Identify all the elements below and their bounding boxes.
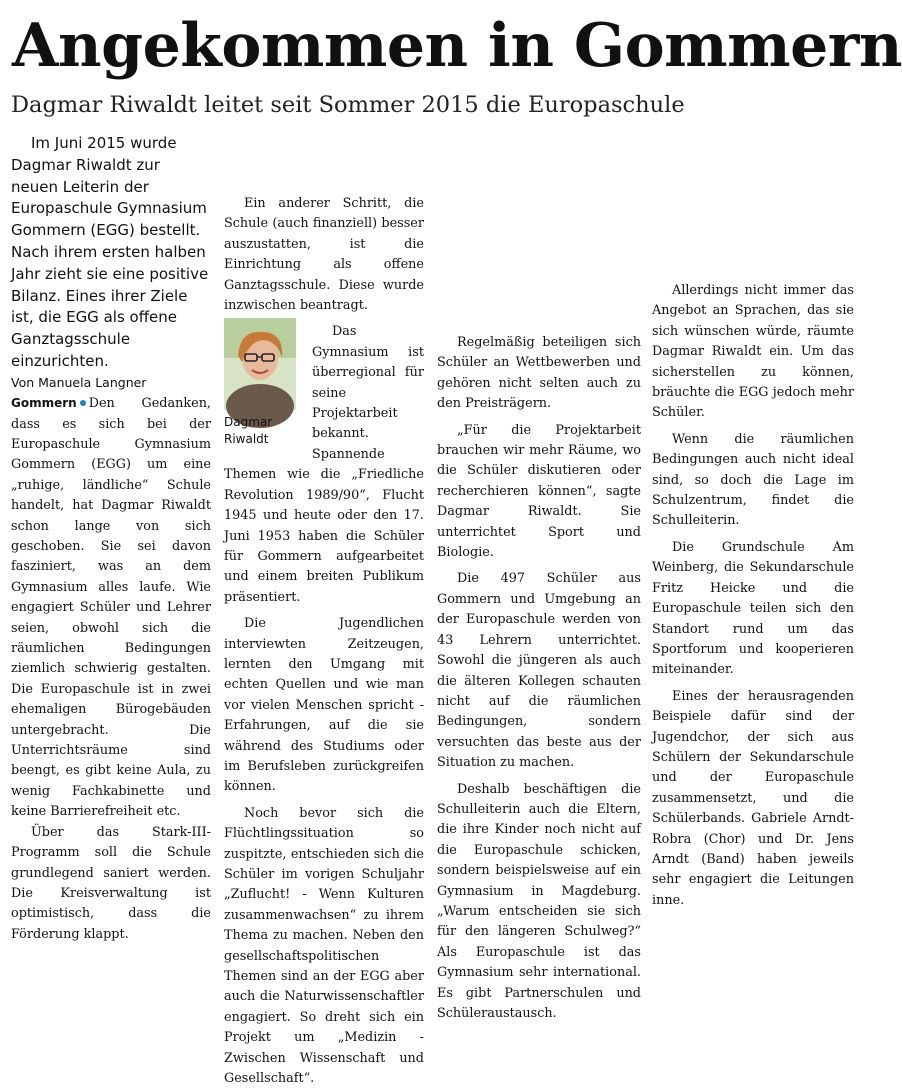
column-1	[11, 133, 211, 942]
body-paragraph: Gommern Den Gedanken, dass es sich bei der Europaschule Gymnasium Gommern (EGG) um eine „ruhige, ländliche“ Schule handelt, hat Dagmar Riwaldt schon lange von sich geschoben. Sie sei davon fasziniert, was an dem Gymnasium alles laufe. Wie engagiert Schüler und Lehrer seien, obwohl sich die räumlichen Bedingungen ziemlich schwierig gestalten. Die Europaschule ist in zwei ehemaligen Bürogebäuden untergebracht. Die Unterrichtsräume sind beengt, es gibt keine Aula, zu wenig Fachkabinette und keine Barrierefreiheit etc.	[11, 396, 211, 820]
headline: Angekommen in Gommern	[12, 11, 902, 81]
body-paragraph: Über das Stark-III-Programm soll die Schule grundlegend saniert werden. Die Kreisverwaltung ist optimistisch, dass die Förderung klappt.	[11, 824, 211, 942]
intro-paragraph: Im Juni 2015 wurde Dagmar Riwaldt zur neuen Leiterin der Europaschule Gymnasium Gommern (EGG) bestellt. Nach ihrem ersten halben Jahr zieht sie eine positive Bilanz. Eines ihrer Ziele ist, die EGG als offene Ganztagsschule einzurichten.	[11, 134, 209, 370]
body-paragraph: Die Grundschule Am Weinberg, die Sekundarschule Fritz Heicke und die Europaschule teilen sich den Standort rund um das Sportforum und kooperieren miteinander.	[652, 539, 854, 678]
dateline: Gommern	[11, 396, 77, 411]
body-paragraph: Allerdings nicht immer das Angebot an Sprachen, das sie sich wünschen würde, räumte Dagmar Riwaldt ein. Um das sicherstellen zu können, bräuchte die EGG jedoch mehr Schüler.	[652, 283, 854, 421]
body-paragraph: Die Jugendlichen interviewten Zeitzeugen, lernten den Umgang mit echten Quellen und wie man vor vielen Menschen spricht - Erfahrungen, auf die sie während des Studiums oder im Berufsleben zurückgreifen können.	[224, 616, 424, 795]
body-paragraph: Eines der herausragenden Beispiele dafür sind der Jugendchor, der sich aus Schülern der Sekundarschule und der Europaschule zusammensetzt, und die Schülerbands. Gabriele Arndt-Robra (Chor) und Dr. Jens Arndt (Band) haben jeweils sehr engagiert die Leitungen inne.	[652, 688, 854, 908]
body-paragraph: Noch bevor sich die Flüchtlingssituation so zuspitzte, entschieden sich die Schüler im vorigen Schuljahr „Zuflucht! - Wenn Kulturen zusammenwachsen“ zu ihrem Thema zu machen. Neben den gesellschaftspolitischen Themen sind an der EGG aber auch die Naturwissenschaftler engagiert. So dreht sich ein Projekt um „Medizin - Zwischen Wissenschaft und Gesellschaft“.	[224, 805, 424, 1087]
dateline-bullet-icon	[80, 400, 86, 406]
column-2	[224, 133, 424, 1087]
body-paragraph: Wenn die räumlichen Bedingungen auch nicht ideal sind, so doch die Lage im Schulzentrum, findet die Schulleiterin.	[652, 431, 854, 529]
column-3	[437, 133, 641, 1021]
portrait-photo	[224, 318, 296, 410]
subheadline: Dagmar Riwaldt leitet seit Sommer 2015 die Europaschule	[11, 92, 685, 118]
body-paragraph: „Für die Projektarbeit brauchen wir mehr Räume, wo die Schüler diskutieren oder recherchieren können“, sagte Dagmar Riwaldt. Sie unterrichtet Sport und Biologie.	[437, 422, 641, 561]
column-4	[652, 133, 854, 908]
body-paragraph: Das Gymnasium ist überregional für seine Projektarbeit bekannt. Spannende Themen wie die „Friedliche Revolution 1989/90“, Flucht 1945 und heute oder den 17. Juni 1953 haben die Schüler für Gommern aufgearbeitet und einem breiten Publikum präsentiert.	[224, 324, 424, 605]
body-paragraph: Die 497 Schüler aus Gommern und Umgebung an der Europaschule werden von 43 Lehrern unterrichtet. Sowohl die jüngeren als auch die älteren Kollegen schauten nicht auf die räumlichen Bedingungen, sondern versuchten das beste aus der Situation zu machen.	[437, 571, 641, 771]
photo-caption: Dagmar Riwaldt	[224, 415, 273, 447]
body-paragraph: Ein anderer Schritt, die Schule (auch finanziell) besser auszustatten, ist die Einrichtung als offene Ganztagsschule. Diese wurde inzwischen beantragt.	[224, 196, 424, 314]
byline: Von Manuela Langner	[11, 374, 147, 390]
body-paragraph: Deshalb beschäftigen die Schulleiterin auch die Eltern, die ihre Kinder noch nicht auf die Europaschule schicken, sondern beispielsweise auf ein Gymnasium in Magdeburg. „Warum entscheiden sie sich für den längeren Schulweg?“ Als Europaschule ist das Gymnasium sehr international. Es gibt Partnerschulen und Schüleraustausch.	[437, 781, 641, 1021]
body-paragraph: Regelmäßig beteiligen sich Schüler an Wettbewerben und gehören nicht selten auch zu den Preisträgern.	[437, 335, 641, 412]
portrait-photo-box	[224, 316, 300, 448]
